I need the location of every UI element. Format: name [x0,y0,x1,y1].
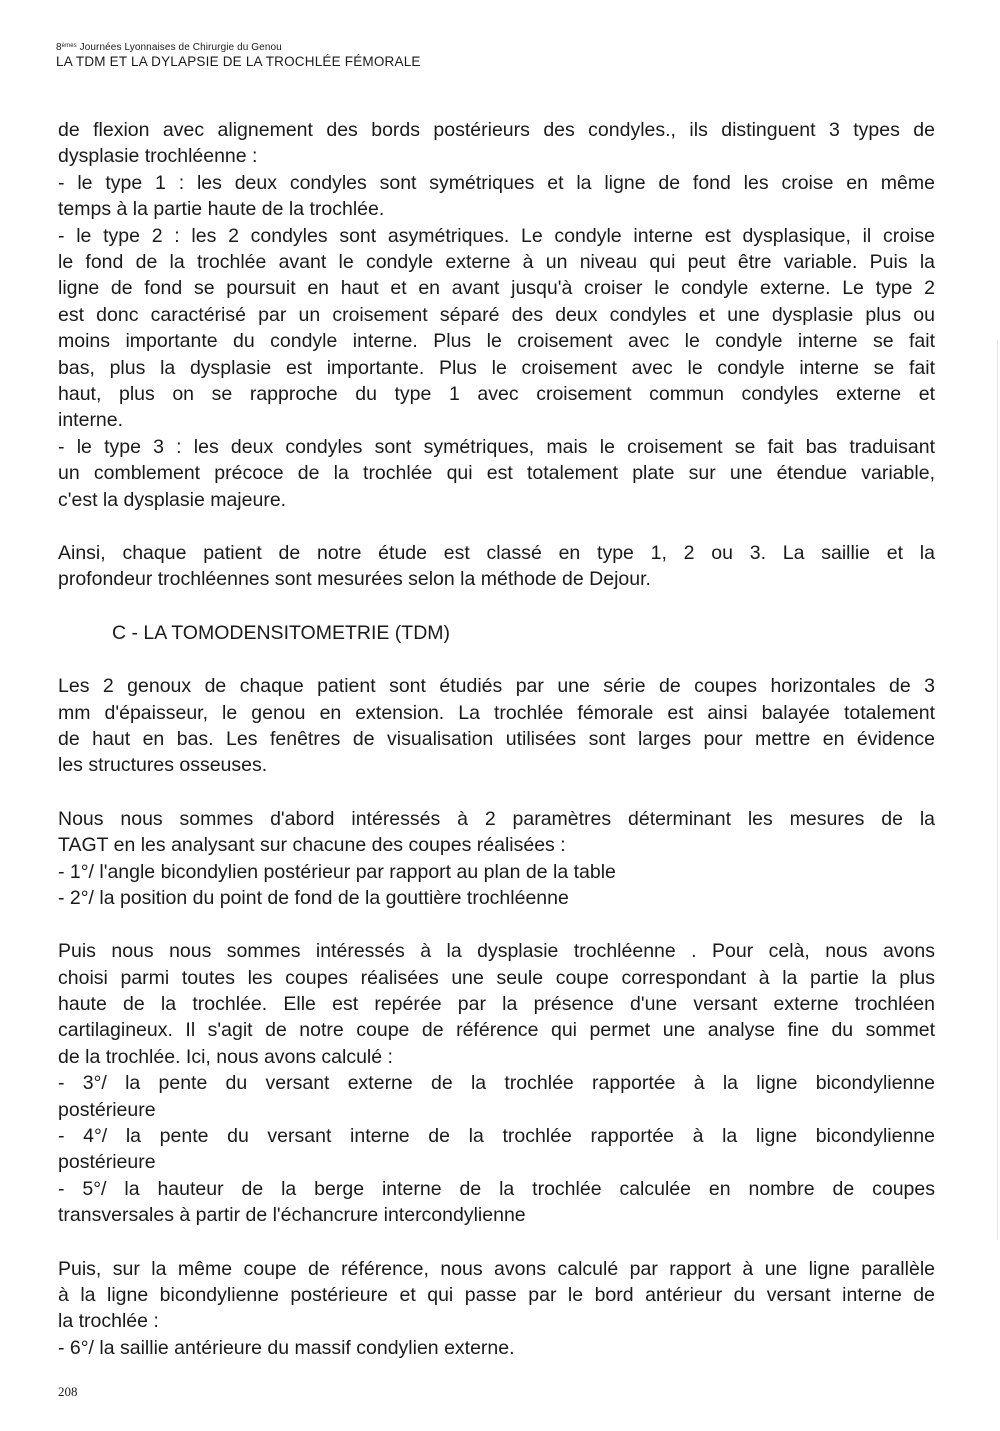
text-line: - le type 2 : les 2 condyles sont asymétriques. Le condyle interne est dysplasique, il croise [58,224,935,247]
paragraph [58,1256,935,1362]
paragraph [58,117,935,513]
text-line: de flexion avec alignement des bords postérieurs des condyles., ils distinguent 3 types de [58,119,935,141]
text-line: postérieure [58,1151,156,1174]
text-line: de la trochlée. Ici, nous avons calculé : [58,1045,393,1068]
text-line: TAGT en les analysant sur chacune des coupes réalisées : [58,834,566,857]
text-line: - le type 3 : les deux condyles sont symétriques, mais le croisement se fait bas traduisant [58,435,935,458]
conference-name [56,40,936,54]
text-line: Ainsi, chaque patient de notre étude est classé en type 1, 2 ou 3. La saillie et la [58,541,935,564]
series-title: Journées Lyonnaises de Chirurgie du Genou [76,42,282,53]
scan-edge-line [997,340,998,1240]
text-line: moins importante du condyle interne. Plus le croisement avec le condyle interne se fait [58,330,935,353]
text-line: interne. [58,409,124,432]
text-line: un comblement précoce de la trochlée qui est totalement plate sur une étendue variable, [58,462,935,485]
text-line: - 4°/ la pente du versant interne de la trochlée rapportée à la ligne bicondylienne [58,1125,935,1148]
text-line: Les 2 genoux de chaque patient sont étudiés par une série de coupes horizontales de 3 [58,675,935,698]
text-line: dysplasie trochléenne : [58,145,258,168]
text-line: Nous nous sommes d'abord intéressés à 2 paramètres déterminant les mesures de la [58,807,935,830]
text-line: C - LA TOMODENSITOMETRIE (TDM) [112,621,451,644]
text-line: transversales à partir de l'échancrure intercondylienne [58,1204,526,1227]
running-header [56,40,936,70]
body-text [58,117,935,1361]
text-line: profondeur trochléennes sont mesurées selon la méthode de Dejour. [58,568,651,591]
text-line: - le type 1 : les deux condyles sont symétriques et la ligne de fond les croise en même [58,171,935,194]
text-line: temps à la partie haute de la trochlée. [58,198,385,221]
text-line: haute de la trochlée. Elle est repérée par la présence d'une versant externe trochléen [58,993,935,1016]
text-line: - 5°/ la hauteur de la berge interne de la trochlée calculée en nombre de coupes [58,1177,935,1200]
text-line: - 3°/ la pente du versant externe de la trochlée rapportée à la ligne bicondylienne [58,1072,935,1095]
text-line: mm d'épaisseur, le genou en extension. La trochlée fémorale est ainsi balayée totalement [58,701,935,724]
paragraph-gap [58,513,935,540]
text-line: cartilagineux. Il s'agit de notre coupe de référence qui permet une analyse fine du sommet [58,1019,935,1042]
text-line: - 6°/ la saillie antérieure du massif condylien externe. [58,1336,515,1359]
paragraph-gap [58,593,935,620]
paragraph-gap [58,911,935,938]
paragraph-gap [58,1229,935,1256]
text-line: ligne de fond se poursuit en haut et en avant jusqu'à croiser le condyle externe. Le type 2 [58,277,935,300]
text-line: de haut en bas. Les fenêtres de visualisation utilisées sont larges pour mettre en évidence [58,727,935,750]
text-line: Puis, sur la même coupe de référence, nous avons calculé par rapport à une ligne parallèle [58,1257,935,1280]
text-line: Puis nous nous sommes intéressés à la dysplasie trochléenne . Pour celà, nous avons [58,940,935,963]
chapter-title: LA TDM ET LA DYLAPSIE DE LA TROCHLÉE FÉMORALE [56,54,421,69]
text-line: c'est la dysplasie majeure. [58,488,287,511]
text-line: est donc caractérisé par un croisement séparé des deux condyles et une dysplasie plus ou [58,303,935,326]
text-line: à la ligne bicondylienne postérieure et qui passe par le bord antérieur du versant interne de [58,1284,935,1307]
text-line: postérieure [58,1098,156,1121]
page-number: 208 [58,1384,78,1399]
paragraph [58,806,935,912]
text-line: - 2°/ la position du point de fond de la gouttière trochléenne [58,886,569,909]
paragraph-gap [58,779,935,806]
section-heading [58,620,935,646]
text-line: haut, plus on se rapproche du type 1 avec croisement commun condyles externe et [58,382,935,405]
paragraph [58,540,935,593]
text-line: choisi parmi toutes les coupes réalisées une seule coupe correspondant à la partie la plus [58,966,935,989]
series-suffix: èmes [61,43,77,49]
text-line: - 1°/ l'angle bicondylien postérieur par rapport au plan de la table [58,860,616,883]
paragraph [58,673,935,779]
text-line: les structures osseuses. [58,754,268,777]
text-line: le fond de la trochlée avant le condyle externe à un niveau qui peut être variable. Puis la [58,250,935,273]
text-line: bas, plus la dysplasie est importante. Plus le croisement avec le condyle interne se fait [58,356,935,379]
series-number: 8 [56,42,62,53]
paragraph [58,938,935,1228]
paragraph-gap [58,646,935,673]
text-line: la trochlée : [58,1310,159,1333]
